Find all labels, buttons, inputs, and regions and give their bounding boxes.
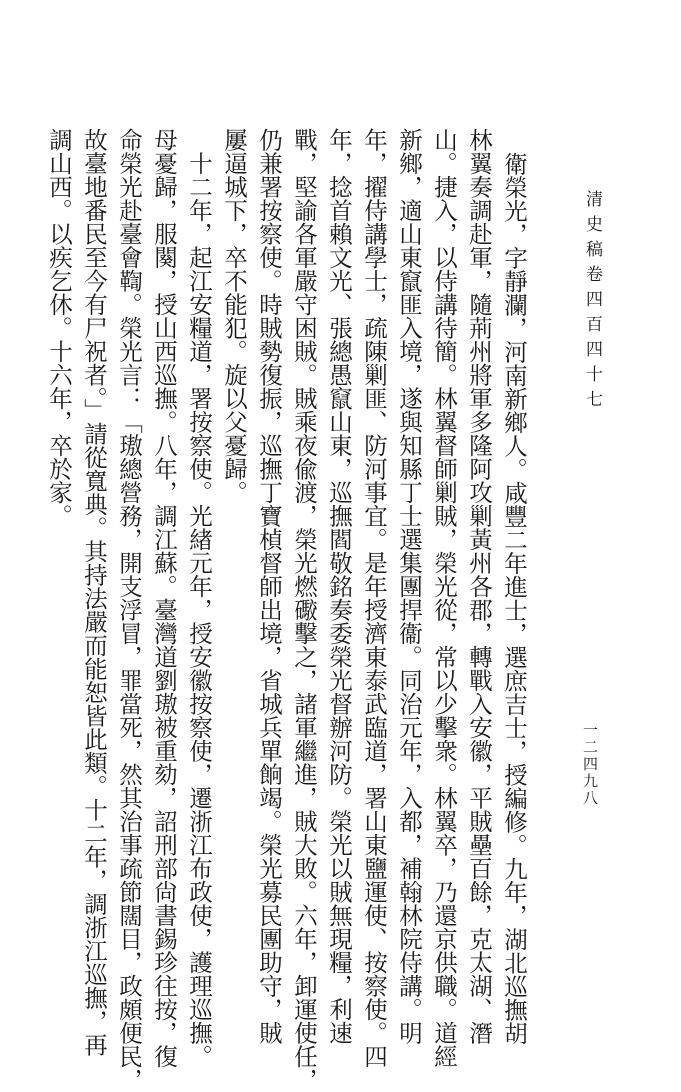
text-column: 故臺地番民至今有尸祝者。」請從寬典。其持法嚴而能恕皆此類。十二年，調浙江巡撫，再: [80, 128, 108, 1057]
text-column: 山。捷入，以侍講待簡。林翼督師剿賊，榮光從，常以少擊衆。林翼卒，乃還京供職。道經: [430, 128, 458, 1068]
text-column: 新鄉，適山東竄匪入境，遂與知縣丁士選集團捍衞。同治元年，入都，補翰林院侍講。明: [395, 128, 423, 1045]
text-column: 仍兼署按察使。時賊勢復振，巡撫丁寶楨督師出境，省城兵單餉竭。榮光募民團助守，賊: [255, 128, 283, 1045]
running-head: 清史稿卷四百四十七: [582, 190, 602, 415]
text-column: 年，擢侍講學士，疏陳剿匪、防河事宜。是年授濟東泰武臨道，署山東鹽運使、按察使。四: [360, 128, 388, 1068]
text-column: 調山西。以疾乞休。十六年，卒於家。: [45, 128, 73, 528]
text-column: 年，捻首賴文光、張總愚竄山東，巡撫閻敬銘奏委榮光督辦河防。榮光以賊無現糧，利速: [325, 128, 353, 1045]
text-column: 十二年，起江安糧道，署按察使。光緖元年，授安徽按察使，遷浙江布政使，護理巡撫。: [185, 128, 213, 1068]
text-column: 命榮光赴臺會鞫。榮光言：「璈總營務，開支浮冒，罪當死，然其治事疏節闊目，政頗便民，: [115, 128, 143, 1092]
text-column: 林翼奏調赴軍，隨荊州將軍多隆阿攻剿黃州各郡，轉戰入安徽，平賊壘百餘，克太湖、潛: [465, 128, 493, 1045]
text-column: 母憂歸，服闋，授山西巡撫。八年，調江蘇。臺灣道劉璈被重劾，詔刑部尙書錫珍往按，復: [150, 128, 178, 1068]
page-number: 一二四九八: [581, 722, 599, 807]
text-column: 戰，堅諭各軍嚴守困賊。賊乘夜偸渡，榮光燃礮擊之，諸軍繼進，賊大敗。六年，卸運使任，: [290, 128, 318, 1092]
text-column: 屢逼城下，卒不能犯。旋以父憂歸。: [220, 128, 248, 504]
text-column: 衛榮光，字靜瀾，河南新鄉人。咸豐二年進士，選庶吉士，授編修。九年，湖北巡撫胡: [500, 152, 528, 1045]
